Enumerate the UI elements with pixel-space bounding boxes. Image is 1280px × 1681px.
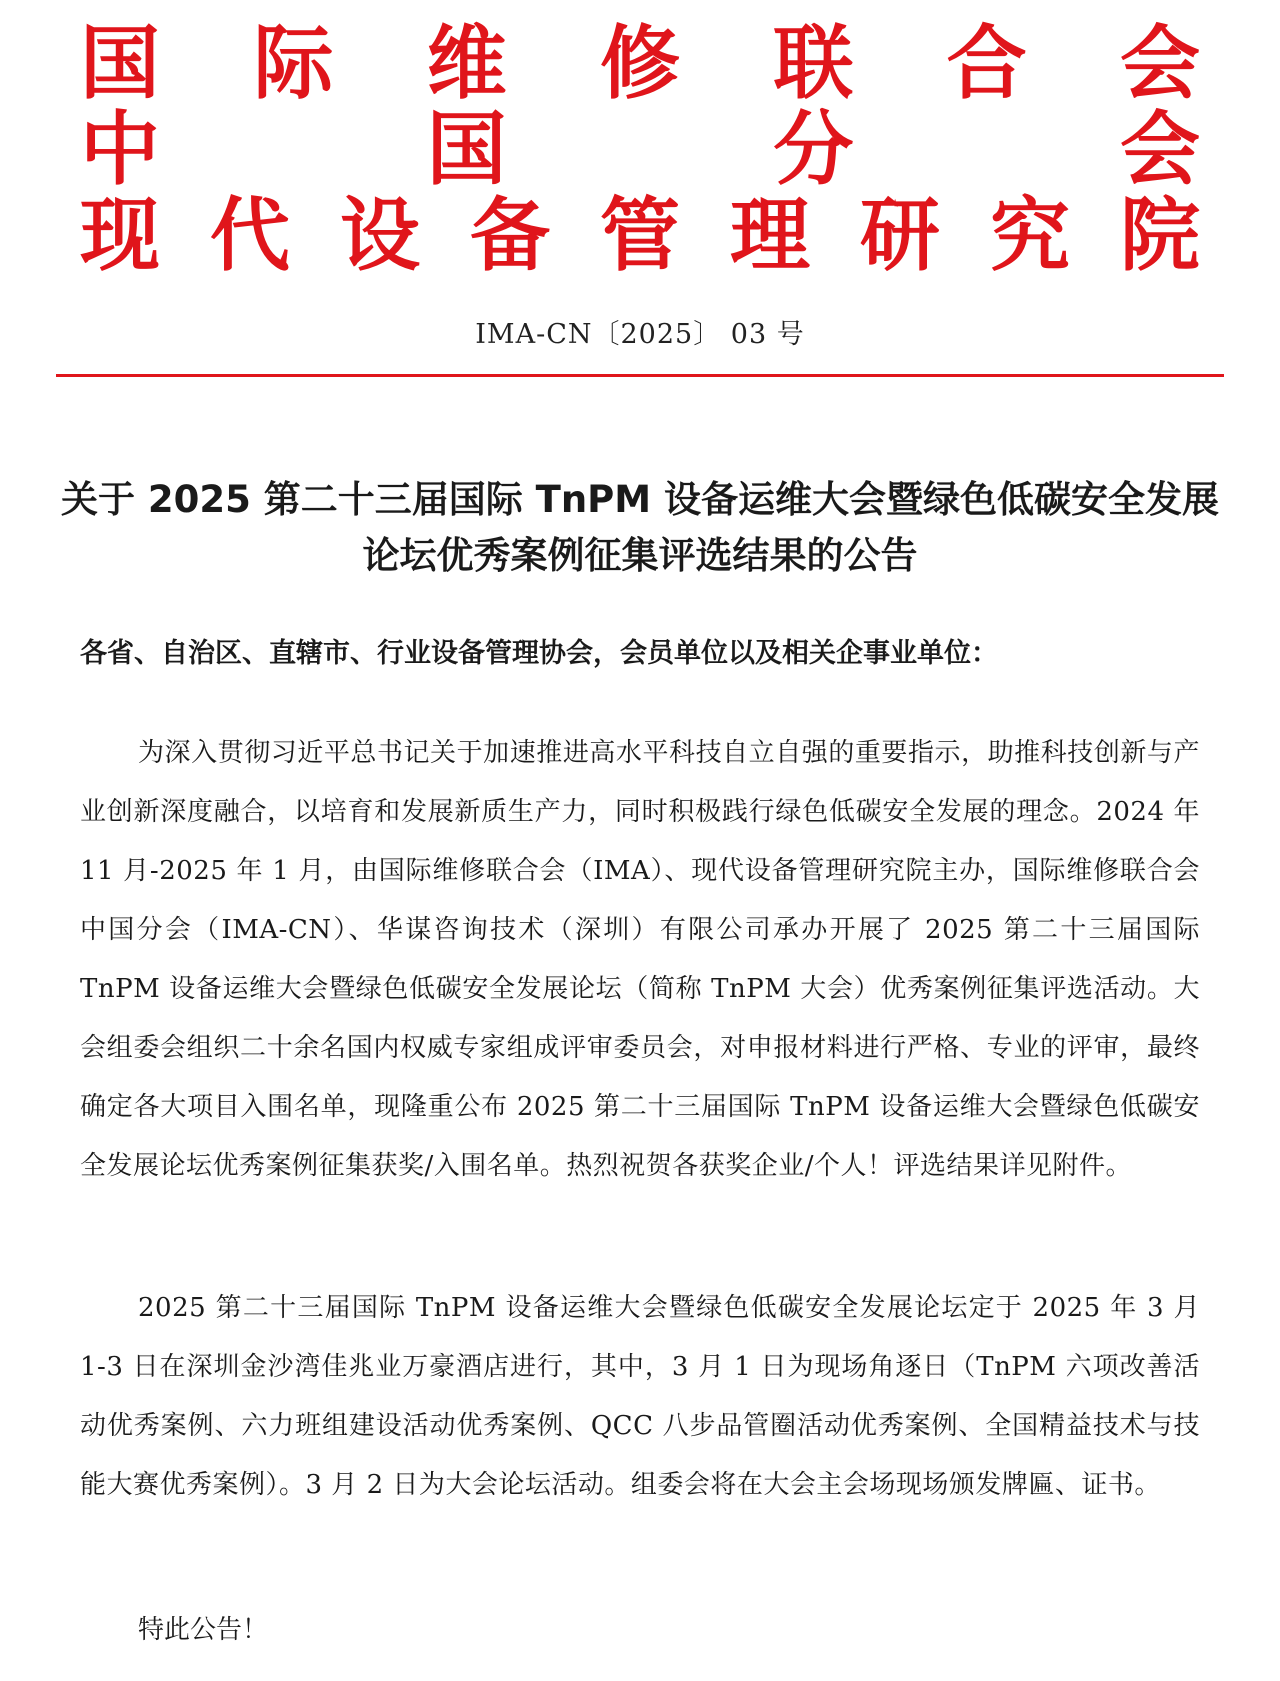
letterhead-char: 究	[990, 189, 1070, 282]
red-divider	[56, 374, 1224, 377]
notice-title-line-2: 论坛优秀案例征集评选结果的公告	[362, 534, 918, 577]
body-paragraph-2: 2025 第二十三届国际 TnPM 设备运维大会暨绿色低碳安全发展论坛定于 2025 年 3 月 1-3 日在深圳金沙湾佳兆业万豪酒店进行，其中，3 月 1 日为现场角逐日（TnPM 六项改善活动优秀案例、六力班组建设活动优秀案例、QCC 八步品管圈活动优秀案例、全国精益技术与技能大赛优秀案例）。3 月 2 日为大会论坛活动。组委会将在大会主会场现场颁发牌匾、证书。	[80, 1293, 1200, 1500]
notice-title-line-1: 关于 2025 第二十三届国际 TnPM 设备运维大会暨绿色低碳安全发展	[60, 478, 1220, 521]
letterhead-char: 国	[80, 17, 160, 110]
letterhead-char: 联	[773, 17, 854, 110]
letterhead-char: 备	[470, 189, 550, 282]
document-number: IMA-CN〔2025〕 03 号	[475, 319, 805, 350]
letterhead-line-2	[80, 104, 1200, 196]
letterhead-char: 中	[80, 103, 160, 196]
letterhead-char: 管	[600, 189, 680, 282]
letterhead-char: 际	[253, 17, 334, 110]
letterhead-char: 会	[1119, 103, 1200, 196]
letterhead-line-3	[80, 190, 1200, 282]
salutation: 各省、自治区、直辖市、行业设备管理协会，会员单位以及相关企事业单位：	[80, 638, 998, 669]
letterhead-char: 会	[1119, 17, 1200, 110]
letterhead-char: 研	[860, 189, 940, 282]
letterhead-char: 国	[426, 103, 507, 196]
letterhead-char: 院	[1120, 189, 1200, 282]
letterhead-char: 理	[730, 189, 810, 282]
letterhead-char: 维	[426, 17, 507, 110]
letterhead-char: 代	[210, 189, 290, 282]
letterhead-char: 现	[80, 189, 160, 282]
letterhead-line-1	[80, 18, 1200, 110]
notice-title	[60, 472, 1220, 584]
body-paragraph-1: 为深入贯彻习近平总书记关于加速推进高水平科技自立自强的重要指示，助推科技创新与产业创新深度融合，以培育和发展新质生产力，同时积极践行绿色低碳安全发展的理念。2024 年 11 月-2025 年 1 月，由国际维修联合会（IMA）、现代设备管理研究院主办，国际维修联合会中国分会（IMA-CN）、华谋咨询技术（深圳）有限公司承办开展了 2025 第二十三届国际 TnPM 设备运维大会暨绿色低碳安全发展论坛（简称 TnPM 大会）优秀案例征集评选活动。大会组委会组织二十余名国内权威专家组成评审委员会，对申报材料进行严格、专业的评审，最终确定各大项目入围名单，现隆重公布 2025 第二十三届国际 TnPM 设备运维大会暨绿色低碳安全发展论坛优秀案例征集获奖/入围名单。热烈祝贺各获奖企业/个人！评选结果详见附件。	[80, 738, 1200, 1181]
letterhead-char: 分	[773, 103, 854, 196]
letterhead-char: 合	[946, 17, 1027, 110]
letterhead-char: 设	[340, 189, 420, 282]
letterhead-char: 修	[599, 17, 680, 110]
closing-statement: 特此公告！	[138, 1615, 269, 1645]
